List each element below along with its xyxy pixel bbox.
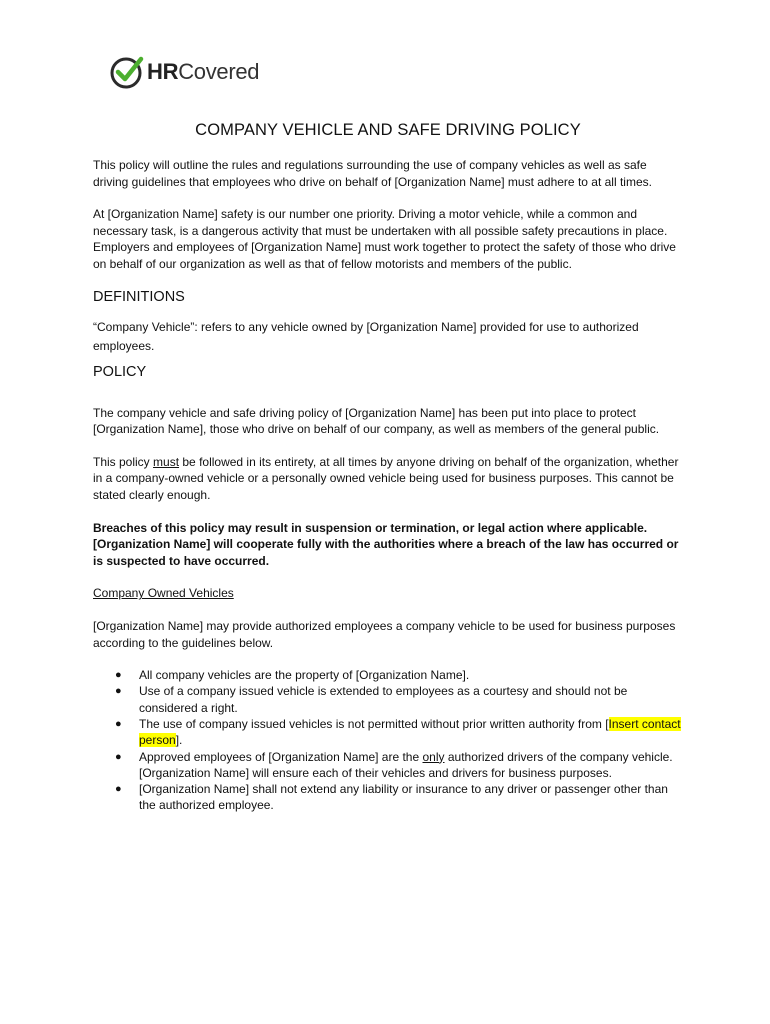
guidelines-list xyxy=(93,667,683,814)
list-item-text: authorized drivers of the company vehicle. [Organization Name] will ensure each of their vehicles and drivers for business purposes. xyxy=(139,749,673,780)
definition-company-vehicle: “Company Vehicle”: refers to any vehicle owned by [Organization Name] provided for use to authorized employees. xyxy=(93,319,639,353)
bullet-icon: ● xyxy=(115,669,122,682)
list-item xyxy=(93,683,683,716)
p2-text-after: be followed in its entirety, at all times by anyone driving on behalf of the organization, whether in a company-owned vehicle or a personally owned vehicle being used for business purposes. This cannot be stated clearly enough. xyxy=(93,454,679,502)
intro-paragraph-2: At [Organization Name] safety is our number one priority. Driving a motor vehicle, while a common and necessary task, is a dangerous activity that must be undertaken with all possible safety precautions in place. Employers and employees of [Organization Name] must work together to protect the safety of those who drive on behalf of our organization as well as that of fellow motorists and members of the public. xyxy=(93,207,676,271)
logo-covered: Covered xyxy=(178,59,260,84)
list-item-text: Use of a company issued vehicle is extended to employees as a courtesy and should not be considered a right. xyxy=(139,684,628,715)
underlined-only: only xyxy=(422,749,445,764)
logo-hr: HR xyxy=(147,59,179,84)
list-item-text: [Organization Name] shall not extend any liability or insurance to any driver or passenger other than the authorized employee. xyxy=(139,782,668,813)
list-item xyxy=(93,667,683,683)
list-item-text: Approved employees of [Organization Name] are the xyxy=(139,749,423,764)
p2-underlined-must: must xyxy=(153,454,180,469)
check-circle-icon xyxy=(109,54,145,90)
highlighted-placeholder: Insert contact person xyxy=(139,716,681,748)
company-owned-vehicles-intro: [Organization Name] may provide authorized employees a company vehicle to be used for business purposes according to the guidelines below. xyxy=(93,618,676,650)
definitions-heading: DEFINITIONS xyxy=(93,288,185,305)
bullet-icon: ● xyxy=(115,685,122,698)
list-item-text: All company vehicles are the property of [Organization Name]. xyxy=(139,668,470,683)
policy-heading: POLICY xyxy=(93,363,147,380)
list-item xyxy=(93,781,683,814)
policy-breach-warning: Breaches of this policy may result in suspension or termination, or legal action where applicable. [Organization Name] will cooperate fully with the authorities where a breach of the law has occurred or is suspected to have occurred. xyxy=(93,520,679,568)
list-item-text: The use of company issued vehicles is not permitted without prior written authority from [ xyxy=(139,716,609,731)
document-body xyxy=(93,118,683,814)
hrcovered-logo xyxy=(109,53,259,91)
p2-text-before: This policy xyxy=(93,454,154,469)
bullet-icon: ● xyxy=(115,783,122,796)
bullet-icon: ● xyxy=(115,750,122,763)
bullet-icon: ● xyxy=(115,717,122,730)
document-title: COMPANY VEHICLE AND SAFE DRIVING POLICY xyxy=(195,121,581,139)
logo-wordmark xyxy=(147,61,259,83)
intro-paragraph-1: This policy will outline the rules and regulations surrounding the use of company vehicles as well as safe driving guidelines that employees who drive on behalf of [Organization Name] must adhere to at all times. xyxy=(93,158,652,189)
list-item-text: ]. xyxy=(175,733,183,748)
list-item xyxy=(93,749,683,782)
list-item xyxy=(93,716,683,749)
policy-paragraph-1: The company vehicle and safe driving policy of [Organization Name] has been put into place to protect [Organization Name], those who drive on behalf of our company, as well as members of the general public. xyxy=(93,405,660,437)
policy-paragraph-2 xyxy=(93,454,683,504)
company-owned-vehicles-subheading: Company Owned Vehicles xyxy=(93,586,234,601)
